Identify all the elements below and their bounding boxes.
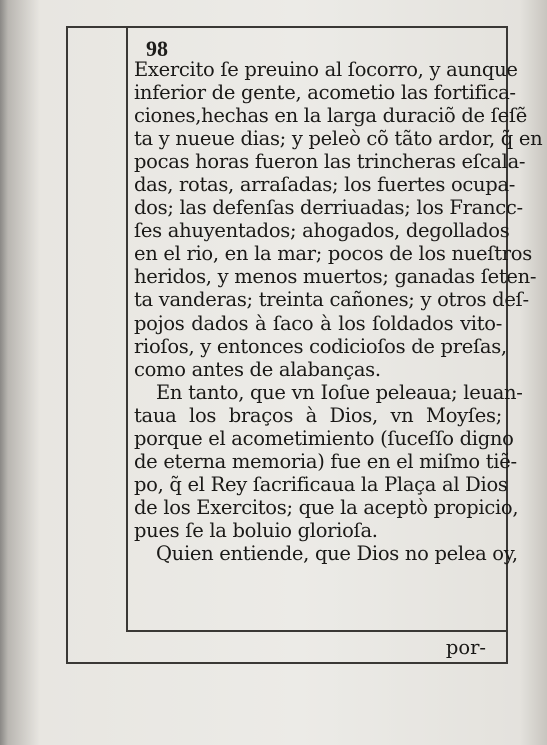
text-line: ta vanderas; treinta cañones; y otros deſ- xyxy=(134,288,529,312)
footer-rule xyxy=(126,630,508,632)
text-line: po, q̃ el Rey ſacrificaua la Plaça al Dios xyxy=(134,472,508,496)
text-line: taua los braços à Dios, vn Moyſes; xyxy=(134,403,502,427)
text-line: Exercito ſe preuino al ſocorro, y aunque xyxy=(134,58,518,81)
text-line: dos; las defenſas derriuadas; los Francc- xyxy=(134,196,523,220)
text-line: inferior de gente, acometio las fortifica- xyxy=(134,81,516,105)
text-line: das, rotas, arraſadas; los fuertes ocupa- xyxy=(134,173,516,197)
text-line: ciones,hechas en la larga duraciõ de ſeſẽ xyxy=(134,104,527,128)
text-line: porque el acometimiento (ſuceſſo digno xyxy=(134,426,514,450)
text-line: de los Exercitos; que la aceptò propicio, xyxy=(134,495,519,519)
text-line: ta y nueue dias; y peleò cõ tãto ardor, q̃ en xyxy=(134,127,543,151)
text-line: pues ſe la boluio glorioſa. xyxy=(134,518,378,542)
page-number: 98 xyxy=(146,36,168,61)
paragraph-start-line: Quien entiende, que Dios no pelea oy, xyxy=(156,541,518,565)
text-line: rioſos, y entonces codicioſos de preſas, xyxy=(134,334,507,358)
text-line: en el rio, en la mar; pocos de los nueſtros xyxy=(134,242,532,266)
text-line: de eterna memoria) fue en el miſmo tiẽ- xyxy=(134,449,517,473)
margin-rule xyxy=(126,26,128,631)
text-line: pojos dados à ſaco à los ſoldados vito- xyxy=(134,311,502,335)
text-line: heridos, y menos muertos; ganadas ſeten- xyxy=(134,265,537,289)
catchword: por- xyxy=(445,636,486,659)
text-line: como antes de alabanças. xyxy=(134,357,381,381)
text-line: pocas horas fueron las trincheras eſcala- xyxy=(134,150,526,174)
text-line: ſes ahuyentados; ahogados, degollados xyxy=(134,219,510,243)
body-text xyxy=(134,58,543,565)
paragraph-start-line: En tanto, que vn Ioſue peleaua; leuan- xyxy=(156,380,523,404)
